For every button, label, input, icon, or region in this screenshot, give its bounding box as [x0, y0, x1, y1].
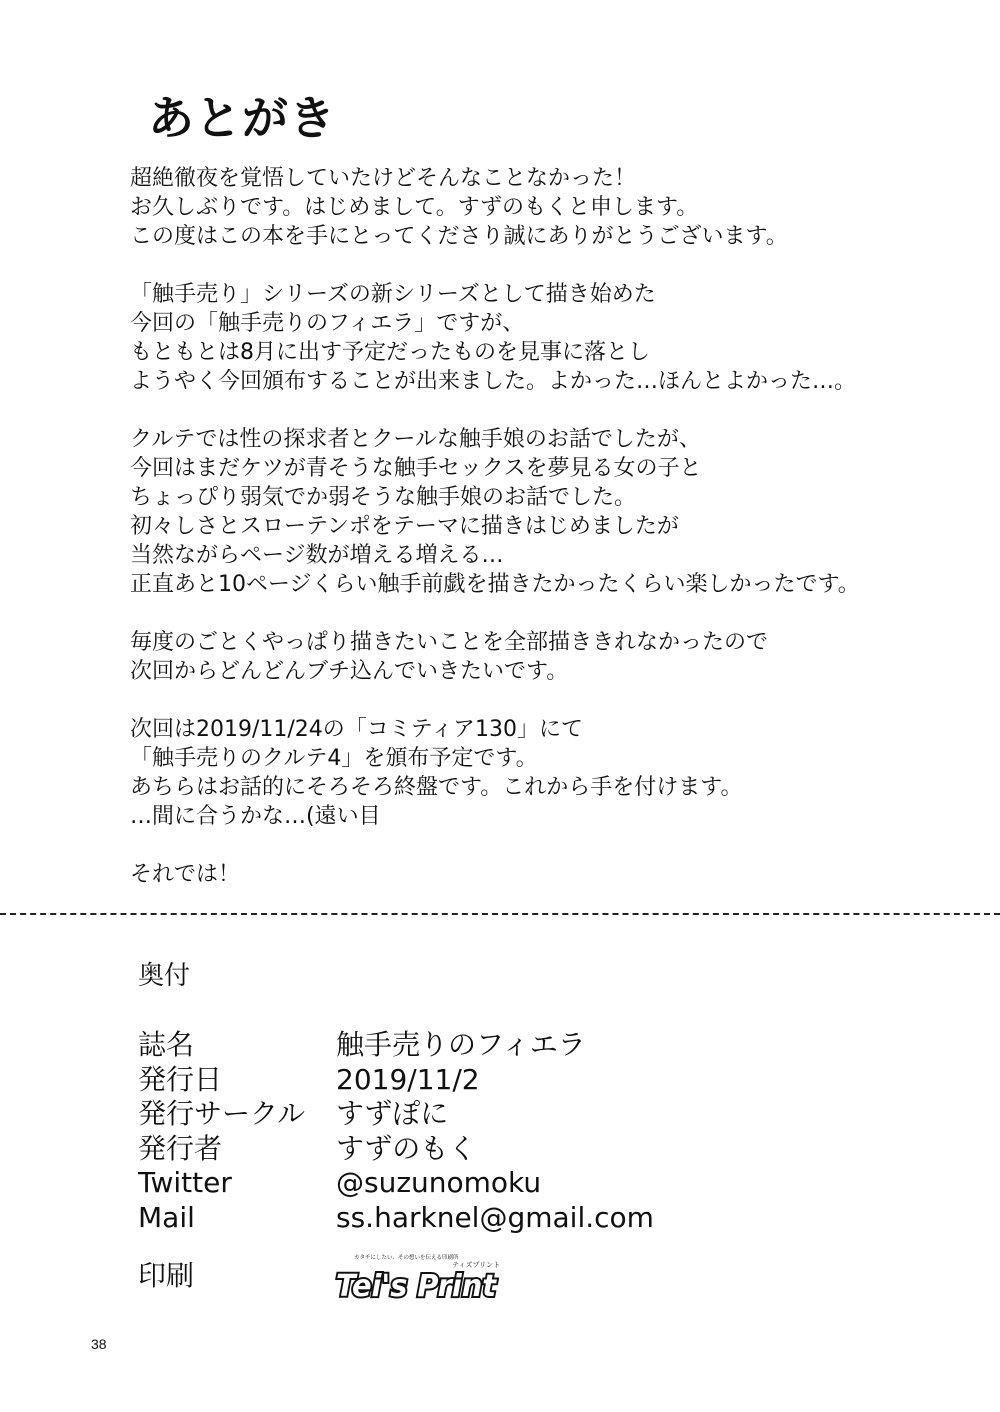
colophon-title: 奥付 — [138, 961, 191, 991]
text-line: それでは！ — [130, 862, 241, 887]
colophon-label: Twitter — [138, 1166, 232, 1199]
text-line: あちらはお話的にそろそろ終盤です。これから手を付けます。 — [130, 775, 743, 800]
afterword-paragraph — [130, 164, 970, 251]
colophon-value: すずぽに — [336, 1097, 449, 1130]
colophon-label: 発行日 — [138, 1062, 223, 1096]
colophon-label: 発行者 — [138, 1131, 223, 1165]
afterword-paragraph — [130, 715, 970, 831]
colophon-row-date — [138, 1063, 654, 1098]
text-line: …間に合うかな…(遠い目 — [130, 804, 381, 829]
afterword-paragraph — [130, 425, 970, 599]
colophon-value: ss.harknel@gmail.com — [336, 1200, 654, 1234]
colophon-value: 触手売りのフィエラ — [336, 1028, 586, 1061]
afterword-paragraph — [130, 860, 970, 889]
colophon-label: 発行サークル — [138, 1097, 306, 1130]
printer-kana: ティズプリント — [452, 1261, 500, 1269]
text-line: 次回からどんどんブチ込んでいきたいです。 — [130, 659, 569, 684]
colophon-row-title — [138, 1028, 654, 1063]
text-line: 次回は2019/11/24の「コミティア130」にて — [130, 717, 584, 742]
text-line: 「触手売りのクルテ4」を頒布予定です。 — [130, 746, 538, 771]
text-line: 今回の「触手売りのフィエラ」ですが、 — [130, 311, 525, 336]
text-line: 初々しさとスローテンポをテーマに描きはじめましたが — [130, 514, 679, 539]
text-line: 当然ながらページ数が増える増える… — [130, 543, 504, 568]
colophon-row-mail — [138, 1201, 654, 1236]
text-line: 今回はまだケツが青そうな触手セックスを夢見る女の子と — [130, 456, 702, 481]
text-line: ようやく今回頒布することが出来ました。よかった…ほんとよかった…。 — [130, 369, 857, 394]
printer-name: Tei's Print — [336, 1269, 498, 1302]
colophon-row-twitter — [138, 1166, 654, 1201]
text-line: お久しぶりです。はじめまして。すずのもくと申します。 — [130, 195, 699, 220]
text-line: 正直あと10ページくらい触手前戯を描きたかったくらい楽しかったです。 — [130, 572, 860, 597]
colophon-label: 誌名 — [138, 1028, 195, 1061]
text-line: もともとは8月に出す予定だったものを見事に落とし — [130, 340, 650, 365]
printer-tagline: カタチにしたい、その想いを伝える印刷所 — [354, 1255, 459, 1261]
text-line: クルテでは性の探求者とクールな触手娘のお話でしたが、 — [130, 427, 701, 452]
colophon-value: @suzunomoku — [336, 1166, 542, 1199]
text-line: 毎度のごとくやっぱり描きたいことを全部描ききれなかったので — [130, 630, 769, 655]
page-number: 38 — [91, 1336, 107, 1352]
colophon-row-publisher — [138, 1132, 654, 1167]
text-line: この度はこの本を手にとってくださり誠にありがとうございます。 — [130, 224, 788, 249]
afterword-paragraph — [130, 628, 970, 686]
colophon-label: 印刷 — [138, 1259, 195, 1292]
colophon-value: 2019/11/2 — [336, 1062, 480, 1096]
text-line: ちょっぴり弱気でか弱そうな触手娘のお話でした。 — [130, 485, 637, 510]
colophon-row-printer — [138, 1250, 500, 1302]
afterword-paragraph — [130, 280, 970, 396]
text-line: 「触手売り」シリーズの新シリーズとして描き始めた — [130, 282, 656, 307]
colophon-value: すずのもく — [336, 1131, 477, 1165]
dashed-divider — [0, 913, 1000, 915]
colophon-row-circle — [138, 1097, 654, 1132]
teis-print-logo-icon — [334, 1250, 500, 1302]
afterword-body — [130, 164, 970, 918]
text-line: 超絶徹夜を覚悟していたけどそんなことなかった！ — [130, 166, 637, 191]
afterword-title: あとがき — [148, 91, 336, 145]
colophon-table — [138, 1028, 654, 1235]
colophon-label: Mail — [138, 1200, 195, 1234]
